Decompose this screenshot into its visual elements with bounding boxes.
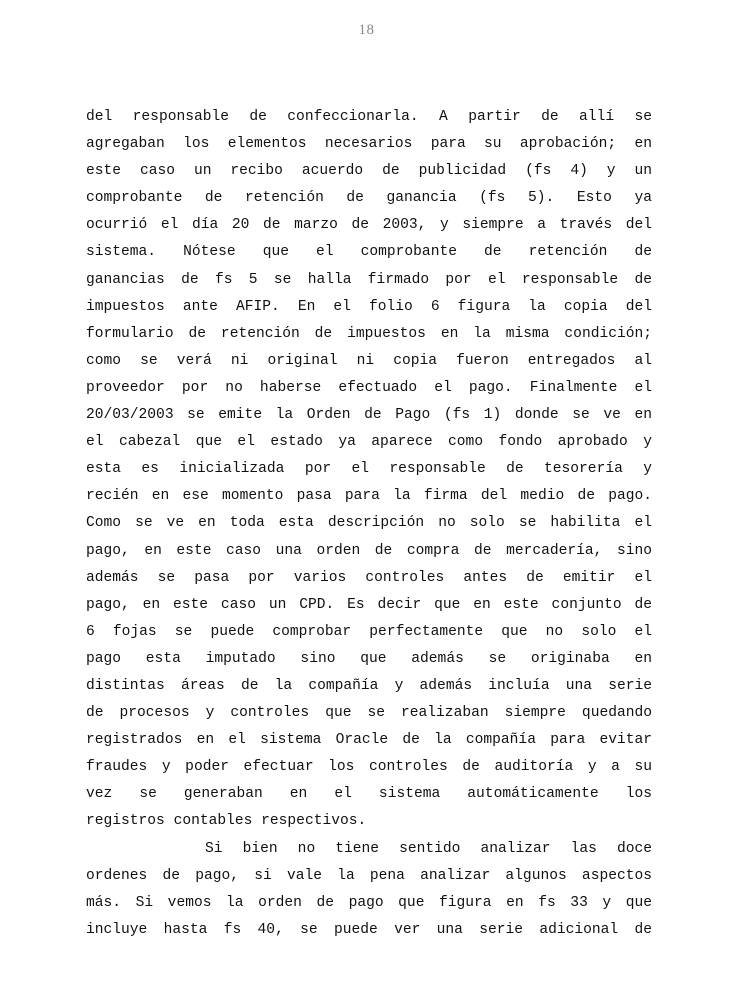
text-line: pago esta imputado sino que además se originaba en: [86, 650, 652, 667]
text-line: Si bien no tiene sentido analizar las doce: [205, 840, 652, 857]
text-line: vez se generaban en el sistema automáticamente los: [86, 786, 652, 803]
text-line: sistema. Nótese que el comprobante de retención de: [86, 244, 652, 261]
paragraph-1: [86, 104, 652, 836]
text-line: el cabezal que el estado ya aparece como fondo aprobado y: [86, 434, 652, 451]
text-line: además se pasa por varios controles antes de emitir el: [86, 569, 652, 586]
text-line: como se verá ni original ni copia fueron entregados al: [86, 352, 652, 369]
text-line: del responsable de confeccionarla. A partir de allí se: [86, 109, 652, 125]
text-line: esta es inicializada por el responsable de tesorería y: [86, 461, 652, 478]
text-line: más. Si vemos la orden de pago que figura en fs 33 y que: [86, 894, 652, 911]
text-line: incluye hasta fs 40, se puede ver una serie adicional de: [86, 921, 652, 938]
text-line: 6 fojas se puede comprobar perfectamente que no solo el: [86, 623, 652, 640]
text-line: Como se ve en toda esta descripción no solo se habilita el: [86, 515, 652, 532]
text-line: ordenes de pago, si vale la pena analizar algunos aspectos: [86, 867, 652, 884]
text-line: proveedor por no haberse efectuado el pago. Finalmente el: [86, 379, 652, 396]
text-line: agregaban los elementos necesarios para su aprobación; en: [86, 136, 652, 153]
body-text: [86, 104, 652, 944]
page-number: 18: [358, 22, 375, 38]
text-line: distintas áreas de la compañía y además incluía una serie: [86, 677, 652, 694]
text-line: registros contables respectivos.: [86, 813, 367, 830]
text-line: fraudes y poder efectuar los controles de auditoría y a su: [86, 759, 652, 776]
paragraph-2: [86, 836, 652, 944]
text-line: impuestos ante AFIP. En el folio 6 figura la copia del: [86, 298, 652, 315]
text-line: ganancias de fs 5 se halla firmado por el responsable de: [86, 271, 652, 288]
text-line: registrados en el sistema Oracle de la compañía para evitar: [86, 732, 652, 749]
text-line: este caso un recibo acuerdo de publicidad (fs 4) y un: [86, 163, 652, 180]
text-line: ocurrió el día 20 de marzo de 2003, y siempre a través del: [86, 217, 652, 234]
text-line: comprobante de retención de ganancia (fs 5). Esto ya: [86, 190, 652, 207]
text-line: pago, en este caso una orden de compra de mercadería, sino: [86, 542, 652, 559]
text-line: de procesos y controles que se realizaban siempre quedando: [86, 705, 652, 722]
text-line: recién en ese momento pasa para la firma del medio de pago.: [86, 488, 652, 505]
text-line: formulario de retención de impuestos en la misma condición;: [86, 325, 652, 342]
text-line: pago, en este caso un CPD. Es decir que en este conjunto de: [86, 596, 652, 613]
text-line: 20/03/2003 se emite la Orden de Pago (fs 1) donde se ve en: [86, 407, 652, 424]
